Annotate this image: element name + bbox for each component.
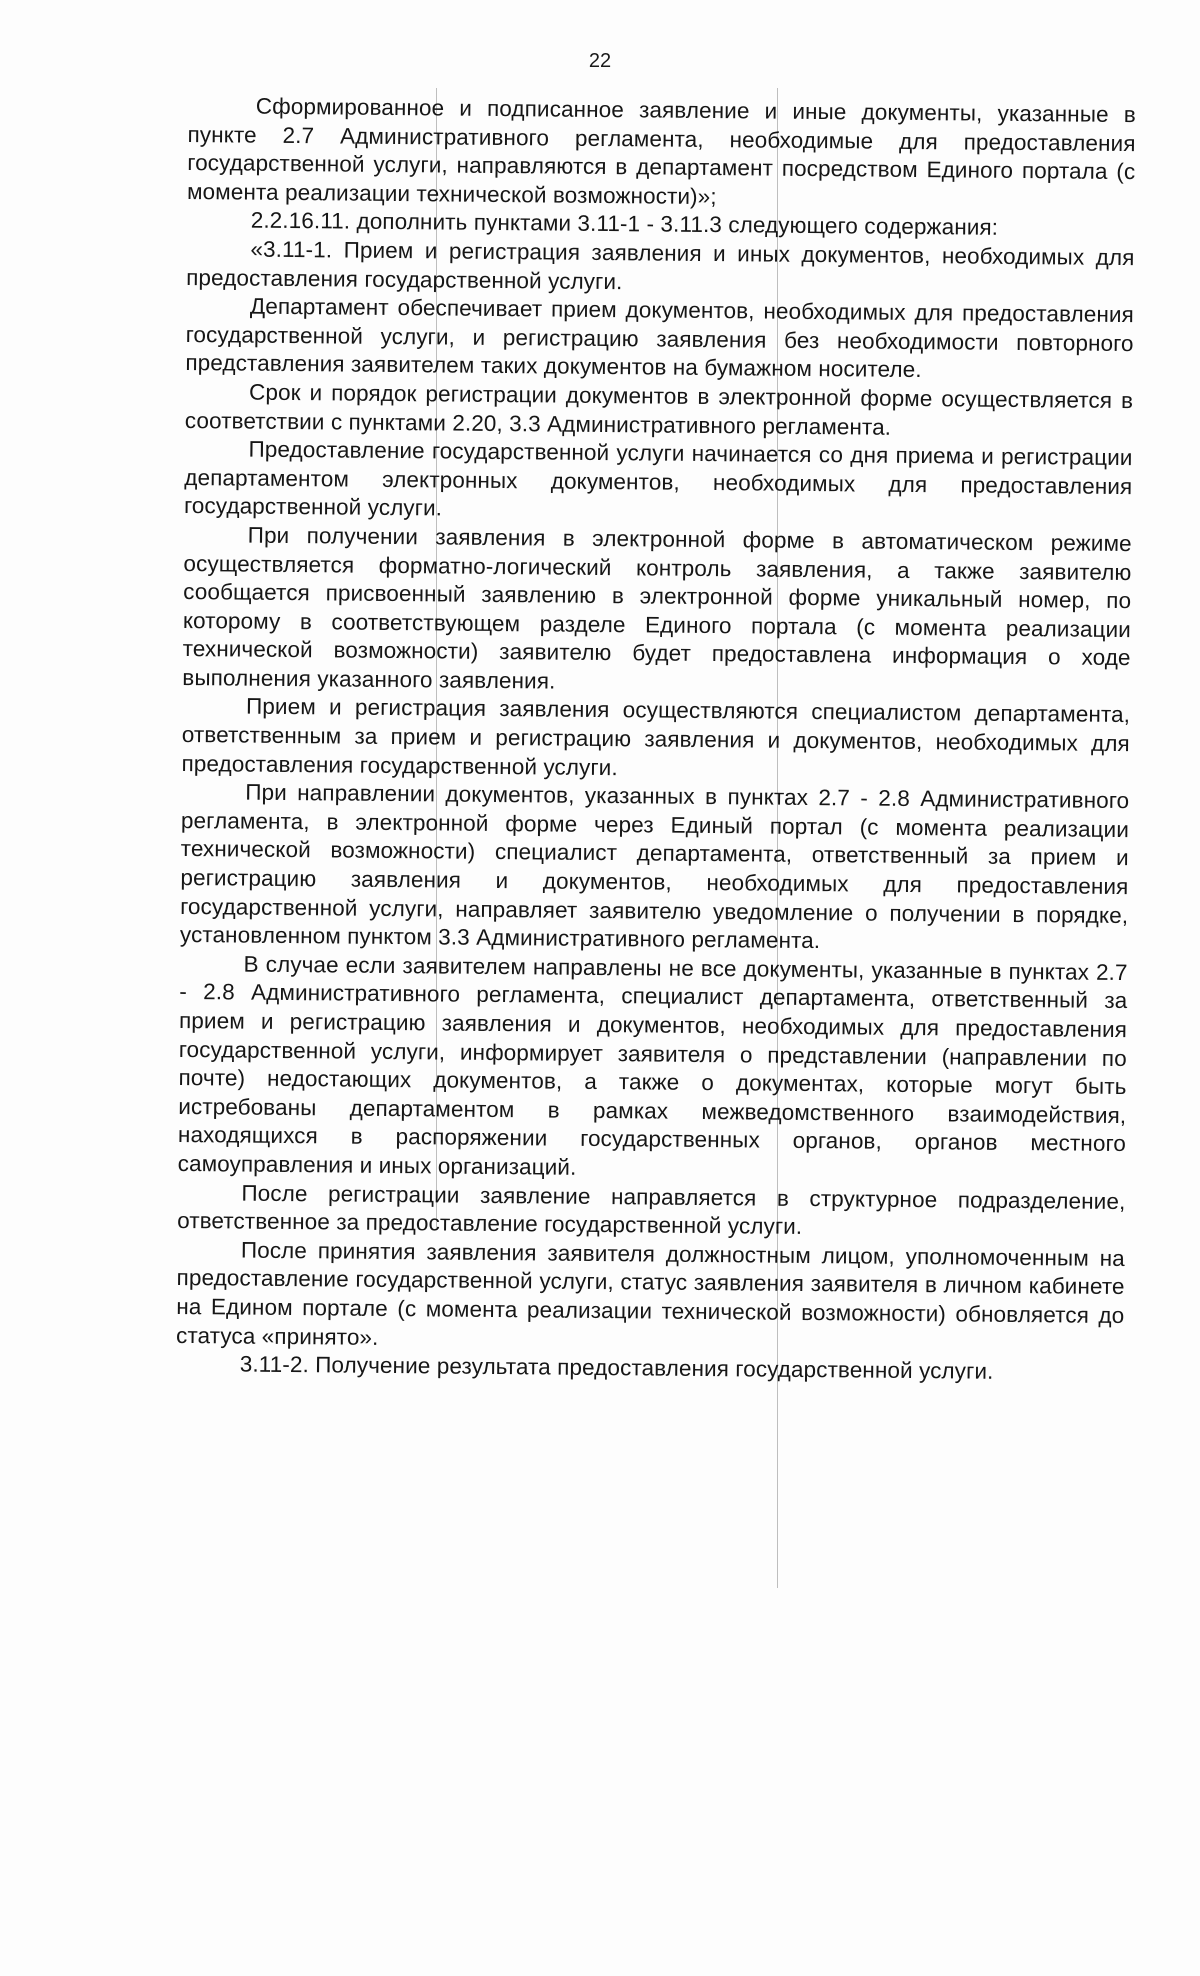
paragraph: «3.11-1. Прием и регистрация заявления и иных документов, необходимых для предоставления государственной услуги. [186, 236, 1135, 294]
paragraph: В случае если заявителем направлены не все документы, указанные в пунктах 2.7 - 2.8 Административного регламента, специалист департамента, ответственный за прием и регистрацию заявления и документов, необходимых для предоставления государственной услуги, информирует заявителя о представлении (направлении по почте) недостающих документов, а также о документах, которые могут быть истребованы департаментом в рамках межведомственного взаимодействия, находящихся в распоряжении государственных органов, органов местного самоуправления и иных организаций. [177, 951, 1128, 1180]
paragraph: После регистрации заявление направляется в структурное подразделение, ответственное за предоставление государственной услуги. [177, 1180, 1126, 1240]
document-body [176, 92, 1136, 1388]
paragraph: При получении заявления в электронной форме в автоматическом режиме осуществляется форматно-логический контроль заявления, а также заявителю сообщается присвоенный заявлению в электронной форме уникальный номер, по которому в соответствующем разделе Единого портала (с момента реализации технической возможности) заявителю будет предоставлена информация о ходе выполнения указанного заявления. [182, 522, 1132, 694]
paragraph: Сформированное и подписанное заявление и иные документы, указанные в пункте 2.7 Административного регламента, необходимые для предоставления государственной услуги, направляются в департамент посредством Единого портала (с момента реализации технической возможности)»; [186, 93, 1136, 209]
paragraph: Срок и порядок регистрации документов в электронной форме осуществляется в соответствии с пунктами 2.20, 3.3 Административного регламента. [184, 379, 1134, 440]
page-number: 22 [588, 50, 612, 72]
paragraph: При направлении документов, указанных в пунктах 2.7 - 2.8 Административного регламента, в электронной форме через Единый портал (с момента реализации технической возможности) специалист департамента, ответственный за прием и регистрацию заявления и документов, необходимых для предоставления государственной услуги, направляет заявителю уведомление о получении в порядке, установленном пунктом 3.3 Административного регламента. [179, 779, 1130, 954]
paragraph: Прием и регистрация заявления осуществляются специалистом департамента, ответственным за прием и регистрацию заявления и документов, необходимых для предоставления государственной услуги. [181, 694, 1131, 780]
paragraph: Предоставление государственной услуги начинается со дня приема и регистрации департаментом электронных документов, необходимых для предоставления государственной услуги. [183, 436, 1133, 521]
paragraph: 3.11-2. Получение результата предоставления государственной услуги. [239, 1351, 994, 1384]
paragraph: После принятия заявления заявителя должностным лицом, уполномоченным на предоставление государственной услуги, статус заявления заявителя в личном кабинете на Едином портале (с момента реализации технической возможности) обновляется до статуса «принято». [175, 1237, 1125, 1350]
paragraph: Департамент обеспечивает прием документов, необходимых для предоставления государственной услуги, и регистрацию заявления без необходимости повторного представления заявителем таких документов на бумажном носителе. [185, 293, 1135, 383]
paragraph: 2.2.16.11. дополнить пунктами 3.11-1 - 3.11.3 следующего содержания: [250, 207, 999, 241]
